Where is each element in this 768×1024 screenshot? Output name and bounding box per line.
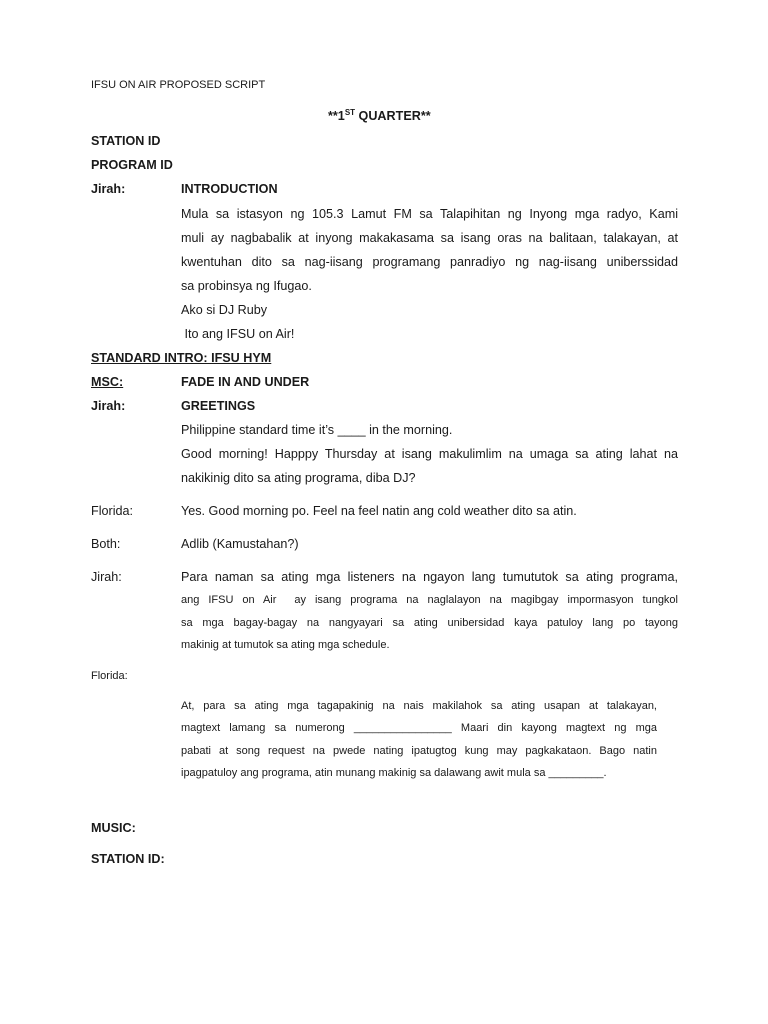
paragraph-line: sa mga bagay-bagay na nangyayari sa ating unibersidad kaya patuloy lang po tayong	[181, 617, 678, 629]
paragraph-line: At, para sa ating mga tagapakinig na nais makilahok sa ating usapan at talakayan,	[181, 700, 657, 712]
msc-instruction: FADE IN AND UNDER	[181, 375, 310, 389]
paragraph-line: pabati at song request na pwede nating ipatugtog kung may pagkakataon. Bago natin	[181, 745, 657, 757]
paragraph-line: makinig at tumutok sa ating mga schedule.	[181, 639, 390, 651]
paragraph-line: nakikinig dito sa ating programa, diba DJ?	[181, 471, 416, 485]
paragraph-line: Para naman sa ating mga listeners na ngayon lang tumututok sa ating programa,	[181, 570, 678, 584]
paragraph-line: Ako si DJ Ruby	[181, 303, 268, 317]
speaker-label: Florida:	[91, 670, 128, 682]
quarter-heading	[328, 107, 431, 123]
paragraph-line: Mula sa istasyon ng 105.3 Lamut FM sa Talapihitan ng Inyong mga radyo, Kami	[181, 207, 678, 221]
speaker-label: Florida:	[91, 504, 133, 518]
standard-intro-heading: STANDARD INTRO: IFSU HYM	[91, 351, 272, 365]
paragraph-line: ang IFSU on Air ay isang programa na naglalayon na magibgay impormasyon tungkol	[181, 594, 678, 606]
paragraph-line: magtext lamang sa numerong ________________ Maari din kayong magtext ng mga	[181, 722, 657, 734]
quarter-suffix: QUARTER**	[355, 109, 431, 123]
paragraph-line: Philippine standard time it’s ____ in the morning.	[181, 423, 453, 437]
station-id-end-heading: STATION ID:	[91, 852, 165, 866]
speaker-label: Both:	[91, 537, 121, 551]
quarter-sup: ST	[344, 107, 356, 117]
program-id-heading: PROGRAM ID	[91, 158, 173, 172]
paragraph-line: Yes. Good morning po. Feel na feel natin ang cold weather dito sa atin.	[181, 504, 577, 518]
paragraph-line: Ito ang IFSU on Air!	[181, 327, 295, 341]
speaker-label: Jirah:	[91, 570, 122, 584]
segment-heading: GREETINGS	[181, 399, 256, 413]
paragraph-line: Adlib (Kamustahan?)	[181, 537, 299, 551]
quarter-prefix: **1	[328, 109, 345, 123]
paragraph-line: Good morning! Happpy Thursday at isang makulimlim na umaga sa ating lahat na	[181, 447, 678, 461]
speaker-label: Jirah:	[91, 399, 126, 413]
station-id-heading: STATION ID	[91, 134, 161, 148]
msc-label: MSC:	[91, 375, 124, 389]
segment-heading: INTRODUCTION	[181, 182, 278, 196]
document-title: IFSU ON AIR PROPOSED SCRIPT	[91, 79, 266, 91]
paragraph-line: kwentuhan dito sa nag-iisang programang panradiyo ng nag-iisang uniberssidad	[181, 255, 678, 269]
paragraph-line: muli ay nagbabalik at inyong makakasama sa isang oras na balitaan, talakayan, at	[181, 231, 678, 245]
paragraph-line: ipagpatuloy ang programa, atin munang makinig sa dalawang awit mula sa _________.	[181, 767, 607, 779]
paragraph-line: sa probinsya ng Ifugao.	[181, 279, 312, 293]
music-heading: MUSIC:	[91, 821, 136, 835]
speaker-label: Jirah:	[91, 182, 126, 196]
